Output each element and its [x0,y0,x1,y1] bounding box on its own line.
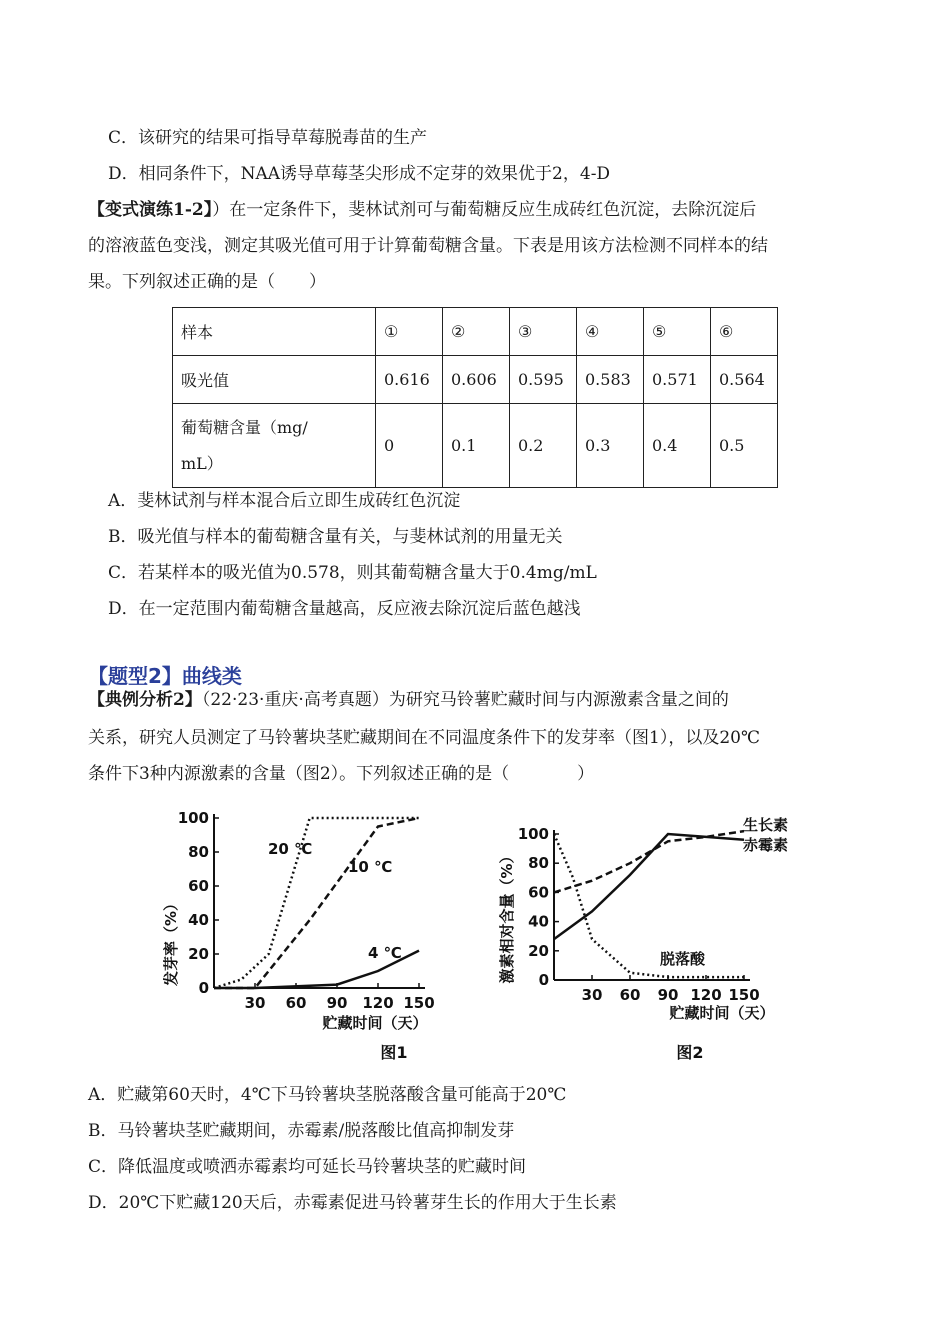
example-stem-line1 [88,688,729,712]
table-row-glucose [173,404,778,488]
fig1-label-20c: 20 ℃ [268,840,313,858]
table-cell: 0.3 [577,404,644,488]
fig2-label-aba: 脱落酸 [660,950,706,968]
x-tick-label: 90 [326,994,348,1012]
y-tick-label: 0 [538,971,549,989]
table-cell: ② [443,308,510,356]
x-tick-label: 120 [362,994,394,1012]
exercise-stem-line3: 果。下列叙述正确的是（ ） [88,272,326,292]
x-tick-label: 150 [728,986,760,1004]
fig2-caption: 图2 [676,1043,704,1062]
fig2-label-auxin: 生长素 [743,816,789,834]
option-c-q1: C．该研究的结果可指导草莓脱毒苗的生产 [108,128,428,148]
y-tick-label: 0 [198,979,209,997]
fig1-caption: 图1 [380,1043,408,1062]
table-cell: ④ [577,308,644,356]
fig1-xlabel: 贮藏时间（天） [322,1014,428,1032]
x-tick-label: 150 [403,994,435,1012]
y-tick-label: 100 [517,825,549,843]
table-cell: ⑤ [644,308,711,356]
y-tick-label: 20 [188,945,209,963]
exercise-text-1: ）在一定条件下，斐林试剂可与葡萄糖反应生成砖红色沉淀，去除沉淀后 [212,200,757,220]
fig2-ylabel: 激素相对含量（%） [498,848,516,984]
table-cell-label: 样本 [173,308,376,356]
example-stem-line3: 条件下3种内源激素的含量（图2）。下列叙述正确的是（ ） [88,764,595,784]
option-c-q2: C．若某样本的吸光值为0.578，则其葡萄糖含量大于0.4mg/mL [108,563,597,583]
fig2-label-gibberellin: 赤霉素 [743,836,789,854]
option-d-q1: D．相同条件下，NAA诱导草莓茎尖形成不定芽的效果优于2，4-D [108,164,611,184]
table-row-absorbance [173,356,778,404]
table-cell: 0.571 [644,356,711,404]
series-line-dashed [554,831,744,892]
table-cell: ① [376,308,443,356]
exercise-tag: 【变式演练1-2】 [88,200,213,220]
example-tag: 【典例分析2】 [88,690,202,710]
figure-1-chart [150,806,450,1068]
example-stem-line2: 关系，研究人员测定了马铃薯块茎贮藏期间在不同温度条件下的发芽率（图1），以及20℃ [88,728,760,748]
x-tick-label: 120 [690,986,722,1004]
table-cell-label [173,404,376,488]
glucose-label-b: mL） [181,453,223,473]
series-line-dashed [214,818,419,988]
fig2-xlabel: 贮藏时间（天） [669,1004,775,1022]
table-cell: 0.564 [711,356,778,404]
table-cell: 0.1 [443,404,510,488]
y-tick-label: 60 [528,883,549,902]
y-tick-label: 40 [528,912,549,931]
table-cell: 0.4 [644,404,711,488]
table-cell: 0.583 [577,356,644,404]
fig1-label-4c: 4 ℃ [368,944,402,962]
table-cell: 0 [376,404,443,488]
exercise-stem-line1 [88,198,756,222]
example-text-1: （22·23·重庆·高考真题）为研究马铃薯贮藏时间与内源激素含量之间的 [201,690,729,710]
option-d-q2: D．在一定范围内葡萄糖含量越高，反应液去除沉淀后蓝色越浅 [108,599,581,619]
y-tick-label: 40 [188,911,209,929]
x-tick-label: 60 [285,994,307,1012]
table-cell: 0.5 [711,404,778,488]
option-a-q2: A．斐林试剂与样本混合后立即生成砖红色沉淀 [108,491,461,511]
option-d-q3: D．20℃下贮藏120天后，赤霉素促进马铃薯芽生长的作用大于生长素 [88,1193,617,1213]
option-a-q3: A．贮藏第60天时，4℃下马铃薯块茎脱落酸含量可能高于20℃ [88,1085,567,1105]
table-cell: 0.595 [510,356,577,404]
table-cell: 0.606 [443,356,510,404]
glucose-label-a: 葡萄糖含量（mg/ [181,417,308,437]
x-tick-label: 90 [657,986,679,1004]
table-cell: 0.2 [510,404,577,488]
y-tick-label: 80 [528,854,549,873]
y-tick-label: 100 [177,809,209,827]
absorbance-table [172,307,778,488]
fig1-label-10c: 10 ℃ [348,858,393,876]
option-c-q3: C．降低温度或喷洒赤霉素均可延长马铃薯块茎的贮藏时间 [88,1157,527,1177]
series-line-solid [554,834,744,939]
figure-2-chart [490,806,810,1068]
exercise-stem-line2: 的溶液蓝色变浅，测定其吸光值可用于计算葡萄糖含量。下表是用该方法检测不同样本的结 [88,236,768,256]
x-tick-label: 60 [619,986,641,1004]
y-tick-label: 80 [188,843,209,861]
table-cell: ⑥ [711,308,778,356]
table-cell: 0.616 [376,356,443,404]
option-b-q2: B．吸光值与样本的葡萄糖含量有关，与斐林试剂的用量无关 [108,527,563,547]
y-tick-label: 20 [528,941,549,960]
x-tick-label: 30 [581,986,603,1004]
table-cell: ③ [510,308,577,356]
table-row-samples [173,308,778,356]
section-heading: 【题型2】曲线类 [88,664,242,688]
fig1-ylabel: 发芽率（%） [162,895,180,987]
option-b-q3: B．马铃薯块茎贮藏期间，赤霉素/脱落酸比值高抑制发芽 [88,1121,515,1141]
y-tick-label: 60 [188,877,209,895]
series-line-dotted [214,818,419,988]
x-tick-label: 30 [244,994,266,1012]
table-cell-label: 吸光值 [173,356,376,404]
